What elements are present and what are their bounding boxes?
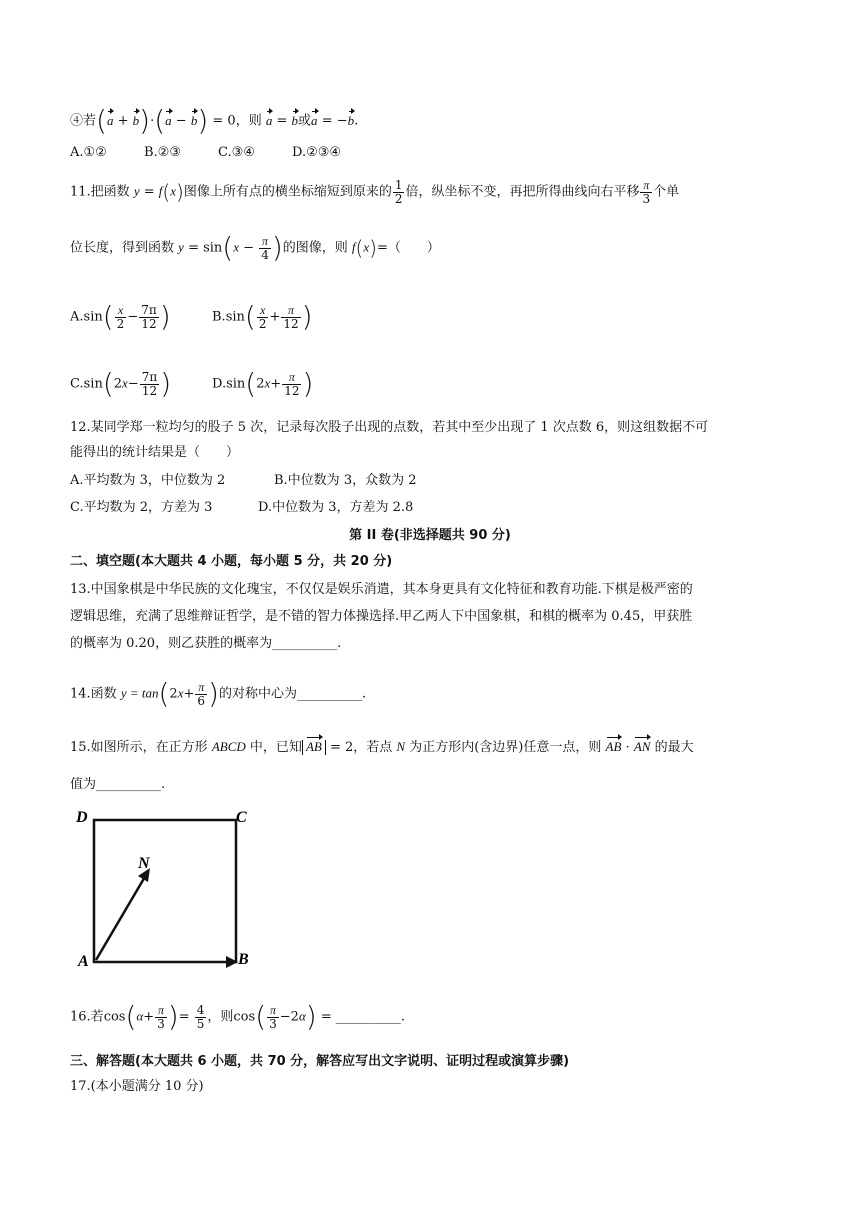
label-c: C: [236, 809, 247, 826]
q15-line2: 值为__________.: [70, 777, 166, 792]
q15-text-1a: 15.如图所示，在正方形: [70, 740, 208, 755]
q11-options-ab: [70, 300, 313, 333]
q11-text-2a: 位长度，得到函数: [70, 240, 175, 256]
q15-text-1d: 为正方形内(含边界)任意一点，则: [409, 740, 602, 755]
q11-option-b: B.sin( $\frac{x}{2}$ + $\frac{\pi}{12}$ ): [212, 300, 313, 333]
q11-text-2b: 的图像，则: [282, 240, 348, 256]
q12-options-ab: [70, 471, 417, 491]
item4-end: .: [354, 113, 359, 129]
q13-line2: 逻辑思维，充满了思维辩证哲学，是不错的智力体操选择.甲乙两人下中国象棋，和棋的概率为 0.45，甲获胜: [70, 609, 693, 624]
q12-option-a: A.平均数为 3，中位数为 2: [70, 473, 226, 488]
item4-eq0: = 0: [212, 113, 236, 129]
part2-title: 第 II 卷(非选择题共 90 分): [349, 528, 511, 543]
q12-options-cd: [70, 498, 413, 518]
item-4-statement: ④若(a + b)·(a − b) = 0，则 a = b或a = −b.: [70, 104, 359, 137]
q10-option-a: A.①②: [70, 145, 107, 160]
q13-line3: 的概率为 0.20，则乙获胜的概率为__________.: [70, 636, 342, 651]
q11-option-d: D.sin(2x+ $\frac{\pi}{12}$ ): [212, 367, 314, 400]
q14-func: y = tan: [120, 685, 159, 701]
q11-frac-pi3: $\frac{\pi}{3}$: [642, 177, 651, 206]
q14-prefix: 14.函数: [70, 686, 117, 702]
q11-text-1d: 个单: [653, 184, 680, 200]
q16-cos-2: cos: [233, 1009, 256, 1025]
square-figure: [70, 800, 270, 975]
q12-option-c: C.平均数为 2，方差为 3: [70, 500, 213, 515]
q15-line1: 15.如图所示，在正方形 ABCD 中，已知 AB = 2，若点 N 为正方形内(含边界)任意一点，则 AB · AN 的最大: [70, 739, 694, 755]
q11-options-cd: [70, 367, 314, 400]
q11-frac-half: $\frac{1}{2}$: [394, 177, 403, 206]
section2-title: 二、填空题(本大题共 4 小题，每小题 5 分，共 20 分): [70, 554, 393, 569]
q10-option-b: B.②③: [144, 145, 181, 160]
item4-then: ，则: [235, 113, 262, 129]
q11-text-2c: =（ ）: [376, 240, 440, 256]
q12-option-b: B.中位数为 3，众数为 2: [274, 473, 417, 488]
section3-title: 三、解答题(本大题共 6 小题，共 70 分，解答应写出文字说明、证明过程或演算步骤): [70, 1054, 570, 1069]
q11-text-1c: 倍，纵坐标不变，再把所得曲线向右平移: [405, 184, 640, 200]
q11-option-a: A.sin( $\frac{x}{2}$ − $\frac{7\pi}{12}$ ): [70, 300, 171, 333]
vector-an-line: [96, 875, 146, 960]
q17-heading: 17.(本小题满分 10 分): [70, 1079, 204, 1094]
q16-result: = __________.: [320, 1009, 406, 1025]
q15-text-1e: 的最大: [654, 740, 694, 755]
vector-b: b: [133, 111, 140, 131]
q11-line1: 11.把函数 y = f(x)图像上所有点的横坐标缩短到原来的 $\frac{1}{2}$ 倍，纵坐标不变，再把所得曲线向右平移 $\frac{\pi}{3}$ 个单: [70, 177, 680, 206]
q14-line: 14.函数 y = tan(2x+ $\frac{\pi}{6}$ )的对称中心为__________.: [70, 677, 367, 710]
q15-point-n: N: [396, 739, 406, 754]
q13-line1: 13.中国象棋是中华民族的文化瑰宝，不仅仅是娱乐消遣，其本身更具有文化特征和教育功能.下棋是极严密的: [70, 582, 693, 597]
q10-option-d: D.②③④: [292, 145, 342, 160]
q12-option-d: D.中位数为 3，方差为 2.8: [258, 500, 414, 515]
q12-line1: 12.某同学郑一粒均匀的股子 5 次，记录每次股子出现的点数，若其中至少出现了 1 次点数 6，则这组数据不可: [70, 420, 709, 435]
label-n: N: [138, 855, 150, 872]
label-b: B: [238, 951, 249, 968]
square-abcd: [94, 820, 236, 962]
q16-line: 16.若cos(α+ $\frac{\pi}{3}$ )= $\frac{4}{5}$ ，则cos( $\frac{\pi}{3}$ −2α) = __________.: [70, 1000, 406, 1033]
q15-text-1b: 中，已知: [249, 740, 302, 755]
q11-option-c: C.sin(2x− $\frac{7\pi}{12}$ ): [70, 367, 172, 400]
q15-eq2: = 2: [329, 740, 354, 755]
q16-cos-1: cos: [103, 1009, 126, 1025]
vector-a: a: [107, 111, 114, 131]
q16-prefix: 16.若: [70, 1009, 104, 1025]
item4-prefix: ④若: [70, 113, 97, 129]
item4-or: 或: [298, 113, 312, 129]
q10-options: [70, 143, 341, 163]
q11-line2: 位长度，得到函数 y = sin(x − $\frac{\pi}{4}$ )的图像，则 f(x)=（ ）: [70, 231, 440, 264]
q11-text-1a: 11.把函数: [70, 184, 130, 200]
q14-suffix: 的对称中心为__________.: [218, 686, 367, 702]
label-d: D: [76, 809, 88, 826]
q10-option-c: C.③④: [218, 145, 255, 160]
item4-res1: =: [276, 113, 288, 129]
q15-square: ABCD: [211, 739, 246, 754]
q16-then: ，则: [207, 1009, 234, 1025]
label-a: A: [78, 953, 89, 970]
q15-text-1c: ，若点: [353, 740, 393, 755]
item4-res2: = −: [321, 113, 348, 129]
q12-line2: 能得出的统计结果是（ ）: [70, 445, 240, 460]
q11-text-1b: 图像上所有点的横坐标缩短到原来的: [183, 184, 392, 200]
